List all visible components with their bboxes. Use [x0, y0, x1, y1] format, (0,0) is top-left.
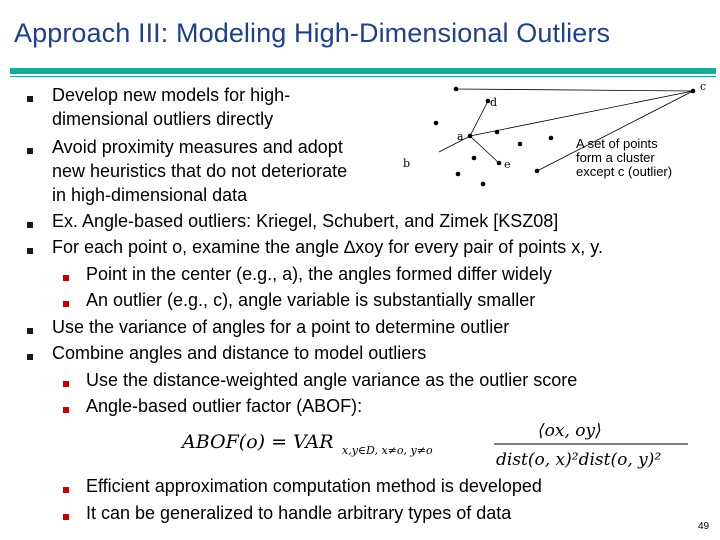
- sub-bullet-text: Efficient approximation computation method is developed: [86, 476, 542, 496]
- sub-bullet-marker: [63, 487, 69, 493]
- label-d: d: [490, 96, 498, 109]
- point-c: [691, 89, 696, 94]
- point: [549, 136, 554, 141]
- bullet-marker: [27, 96, 33, 102]
- sub-bullet-text: Angle-based outlier factor (ABOF):: [86, 396, 363, 416]
- page-number: 49: [698, 521, 710, 532]
- sub-bullet-marker: [63, 514, 69, 520]
- bullet-text: Avoid proximity measures and adopt: [52, 137, 343, 157]
- point: [535, 169, 540, 174]
- point: [456, 172, 461, 177]
- line-a-to-b: [439, 136, 470, 152]
- bullet-text: For each point o, examine the angle ∆xoy for every pair of points x, y.: [52, 237, 603, 257]
- point-e: [497, 161, 502, 166]
- sub-bullet-text: It can be generalized to handle arbitrary types of data: [86, 503, 512, 523]
- formula-subscript: x,y∈D, x≠o, y≠o: [342, 444, 433, 457]
- bullet-text: new heuristics that do not deteriorate: [52, 161, 348, 181]
- bullet-marker: [27, 354, 33, 360]
- bullet-text: dimensional outliers directly: [52, 109, 274, 129]
- sub-bullet-marker: [63, 275, 69, 281]
- sub-bullet-text: Point in the center (e.g., a), the angles formed differ widely: [86, 264, 552, 284]
- bullet-marker: [27, 222, 33, 228]
- bullet-text: Develop new models for high-: [52, 85, 291, 105]
- line-a-to-c: [470, 91, 693, 136]
- bullet-marker: [27, 148, 33, 154]
- sub-bullet-marker: [63, 381, 69, 387]
- annotation-line: except c (outlier): [576, 164, 673, 179]
- sub-bullet-marker: [63, 301, 69, 307]
- label-c: c: [700, 80, 707, 93]
- sub-bullet-marker: [63, 407, 69, 413]
- point: [434, 121, 439, 126]
- label-a: a: [457, 130, 464, 143]
- sub-bullet-text: Use the distance-weighted angle variance as the outlier score: [86, 370, 578, 390]
- formula-lhs: ABOF(o) = VAR: [182, 431, 334, 453]
- annotation-line: form a cluster: [576, 150, 655, 165]
- diagram-annotation: [576, 137, 716, 179]
- sub-bullet-text: An outlier (e.g., c), angle variable is substantially smaller: [86, 290, 536, 310]
- point: [454, 87, 459, 92]
- bullet-text: Combine angles and distance to model outliers: [52, 343, 427, 363]
- point: [472, 156, 477, 161]
- annotation-line: A set of points: [576, 136, 658, 151]
- abof-formula: [180, 416, 700, 472]
- formula-denominator: dist(o, x)²dist(o, y)²: [496, 450, 662, 470]
- formula-numerator: ⟨ox, oy⟩: [538, 421, 602, 441]
- line-a-to-d: [470, 101, 488, 136]
- bullet-text: Ex. Angle-based outliers: Kriegel, Schubert, and Zimek [KSZ08]: [52, 211, 559, 231]
- bullet-marker: [27, 248, 33, 254]
- label-e: e: [504, 158, 511, 171]
- slide-title: Approach III: Modeling High-Dimensional Outliers: [14, 18, 611, 48]
- bullet-marker: [27, 328, 33, 334]
- label-b: b: [403, 157, 411, 170]
- point-a: [468, 134, 473, 139]
- bullet-text: in high-dimensional data: [52, 185, 248, 205]
- line-to-c-top: [456, 89, 693, 91]
- point: [495, 130, 500, 135]
- point: [481, 182, 486, 187]
- point: [518, 142, 523, 147]
- bullet-text: Use the variance of angles for a point to determine outlier: [52, 317, 510, 337]
